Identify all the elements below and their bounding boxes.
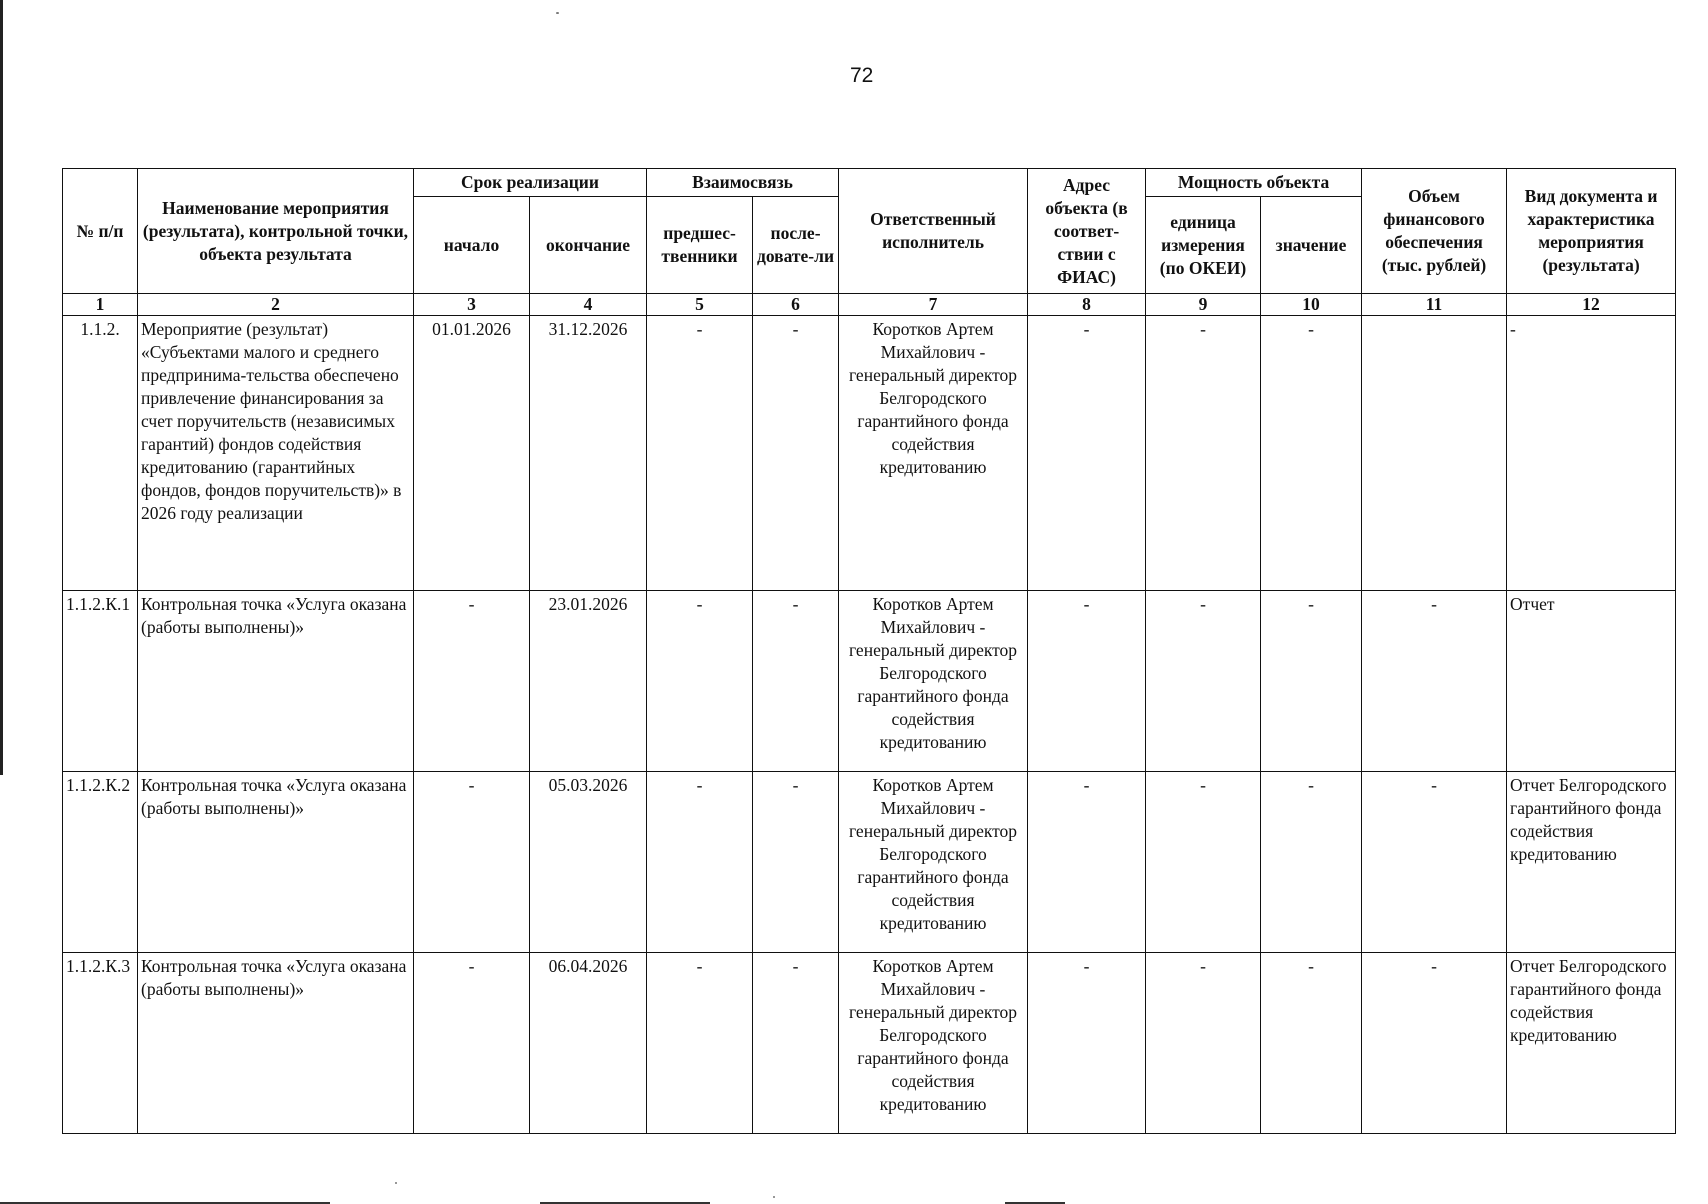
column-number: 9 [1146,294,1261,316]
row-unit: - [1146,953,1261,1134]
column-number: 7 [839,294,1028,316]
header-capacity-group: Мощность объекта [1146,169,1362,197]
column-number: 4 [530,294,647,316]
scan-speck [395,1182,397,1184]
row-prev: - [647,953,753,1134]
header-responsible: Ответственный исполнитель [839,169,1028,294]
row-value: - [1261,953,1362,1134]
header-term-end: окончание [530,197,647,294]
row-responsible: Коротков Артем Михайлович - генеральный директор Белгородского гарантийного фонда содействия кредитованию [839,953,1028,1134]
row-start: 01.01.2026 [414,316,530,591]
page-number: 72 [850,64,874,87]
row-name: Контрольная точка «Услуга оказана (работы выполнены)» [138,953,414,1134]
plan-table [62,168,1676,1134]
row-unit: - [1146,772,1261,953]
row-name: Контрольная точка «Услуга оказана (работы выполнены)» [138,591,414,772]
row-value: - [1261,591,1362,772]
row-start: - [414,591,530,772]
header-capacity-unit: единица измерения (по ОКЕИ) [1146,197,1261,294]
table-row [63,953,1676,1134]
column-number: 10 [1261,294,1362,316]
table-header-row-top [63,169,1676,197]
row-start: - [414,772,530,953]
row-num: 1.1.2.К.2 [63,772,138,953]
row-num: 1.1.2.К.1 [63,591,138,772]
header-link-next: после-довате-ли [753,197,839,294]
column-number: 5 [647,294,753,316]
header-link-group: Взаимосвязь [647,169,839,197]
row-responsible: Коротков Артем Михайлович - генеральный директор Белгородского гарантийного фонда содействия кредитованию [839,772,1028,953]
row-unit: - [1146,316,1261,591]
row-end: 06.04.2026 [530,953,647,1134]
page-left-edge [0,0,3,775]
row-finance: - [1362,772,1507,953]
row-responsible: Коротков Артем Михайлович - генеральный директор Белгородского гарантийного фонда содействия кредитованию [839,591,1028,772]
row-next: - [753,316,839,591]
row-value: - [1261,316,1362,591]
row-value: - [1261,772,1362,953]
header-term-group: Срок реализации [414,169,647,197]
header-num: № п/п [63,169,138,294]
row-address: - [1028,591,1146,772]
row-doc: Отчет [1507,591,1676,772]
header-term-start: начало [414,197,530,294]
row-doc: - [1507,316,1676,591]
row-next: - [753,591,839,772]
column-number: 12 [1507,294,1676,316]
row-finance: - [1362,591,1507,772]
column-number: 11 [1362,294,1507,316]
row-num: 1.1.2. [63,316,138,591]
table-row [63,316,1676,591]
table-row [63,772,1676,953]
column-number: 3 [414,294,530,316]
column-number: 6 [753,294,839,316]
row-prev: - [647,591,753,772]
row-address: - [1028,316,1146,591]
row-finance: - [1362,953,1507,1134]
row-doc: Отчет Белгородского гарантийного фонда содействия кредитованию [1507,772,1676,953]
row-end: 05.03.2026 [530,772,647,953]
row-finance [1362,316,1507,591]
scan-speck [773,1196,775,1198]
column-number: 1 [63,294,138,316]
row-address: - [1028,953,1146,1134]
row-responsible: Коротков Артем Михайлович - генеральный директор Белгородского гарантийного фонда содействия кредитованию [839,316,1028,591]
row-name: Контрольная точка «Услуга оказана (работы выполнены)» [138,772,414,953]
column-number: 2 [138,294,414,316]
scan-speck [556,12,559,14]
table-row [63,591,1676,772]
header-doc-type: Вид документа и характеристика мероприятия (результата) [1507,169,1676,294]
header-link-prev: предшес-твенники [647,197,753,294]
row-prev: - [647,772,753,953]
row-address: - [1028,772,1146,953]
row-next: - [753,953,839,1134]
header-name: Наименование мероприятия (результата), контрольной точки, объекта результата [138,169,414,294]
row-end: 31.12.2026 [530,316,647,591]
header-capacity-value: значение [1261,197,1362,294]
row-num: 1.1.2.К.3 [63,953,138,1134]
column-number: 8 [1028,294,1146,316]
row-prev: - [647,316,753,591]
row-unit: - [1146,591,1261,772]
header-address: Адрес объекта (в соответ-ствии с ФИАС) [1028,169,1146,294]
row-name: Мероприятие (результат) «Субъектами малого и среднего предпринима-тельства обеспечено привлечение финансирования за счет поручительств (независимых гарантий) фондов содействия кредитованию (гарантийных фондов, фондов поручительств)» в 2026 году реализации [138,316,414,591]
row-end: 23.01.2026 [530,591,647,772]
column-numbers-row [63,294,1676,316]
header-finance: Объем финансового обеспечения (тыс. рублей) [1362,169,1507,294]
row-doc: Отчет Белгородского гарантийного фонда содействия кредитованию [1507,953,1676,1134]
row-start: - [414,953,530,1134]
row-next: - [753,772,839,953]
